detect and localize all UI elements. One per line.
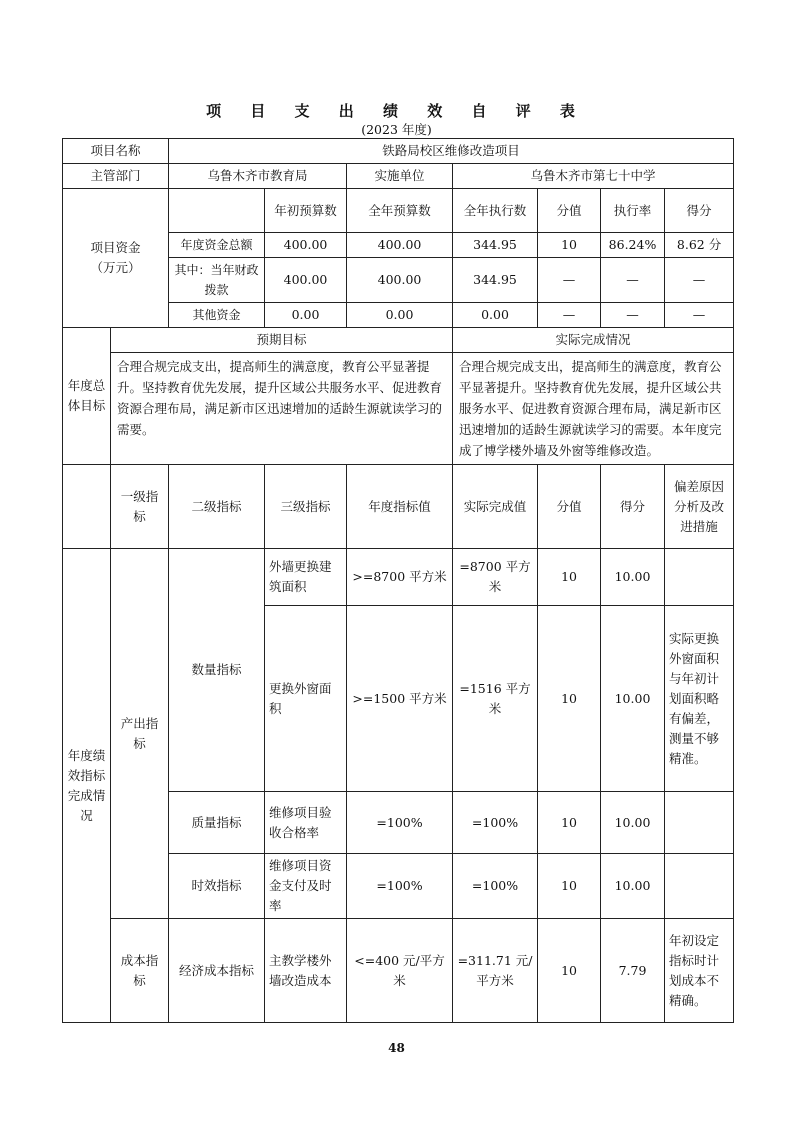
funds-header-row [63, 189, 734, 233]
goals-actual-header: 实际完成情况 [453, 328, 734, 353]
weight-cell: 10 [538, 854, 601, 919]
performance-table [62, 138, 734, 1023]
actual-cell: =1516 平方米 [453, 606, 538, 792]
funds-header-empty [169, 189, 265, 233]
note-cell [665, 854, 734, 919]
note-cell [665, 792, 734, 854]
dept-value: 乌鲁木齐市教育局 [169, 164, 347, 189]
indicators-header-blank [63, 465, 111, 549]
funds-row-executed: 344.95 [453, 233, 538, 258]
actual-cell: =100% [453, 792, 538, 854]
page-number: 48 [388, 1041, 405, 1055]
funds-row-executed: 0.00 [453, 303, 538, 328]
page-title: 项 目 支 出 绩 效 自 评 表 [206, 102, 587, 120]
indicators-header-actual: 实际完成值 [453, 465, 538, 549]
indicators-header-target: 年度指标值 [347, 465, 453, 549]
goals-label: 年度总体目标 [63, 328, 111, 465]
dept-label: 主管部门 [63, 164, 169, 189]
target-cell: >=1500 平方米 [347, 606, 453, 792]
level3-cell: 维修项目验收合格率 [265, 792, 347, 854]
goals-header-row [63, 328, 734, 353]
funds-row-score: — [665, 258, 734, 303]
funds-row-score: — [665, 303, 734, 328]
note-cell: 实际更换外窗面积与年初计划面积略有偏差，测量不够精准。 [665, 606, 734, 792]
score-cell: 10.00 [601, 854, 665, 919]
funds-row-initial: 400.00 [265, 258, 347, 303]
funds-row-weight: — [538, 258, 601, 303]
funds-header-executed: 全年执行数 [453, 189, 538, 233]
impl-value: 乌鲁木齐市第七十中学 [453, 164, 734, 189]
actual-cell: =100% [453, 854, 538, 919]
funds-row-annual: 400.00 [347, 258, 453, 303]
level1-cost: 成本指标 [111, 919, 169, 1023]
funds-row-weight: 10 [538, 233, 601, 258]
impl-label: 实施单位 [347, 164, 453, 189]
funds-header-score: 得分 [665, 189, 734, 233]
funds-row-score: 8.62 分 [665, 233, 734, 258]
funds-row-rate: 86.24% [601, 233, 665, 258]
funds-row-annual: 0.00 [347, 303, 453, 328]
funds-row-weight: — [538, 303, 601, 328]
note-cell [665, 549, 734, 606]
indicator-row [63, 919, 734, 1023]
level3-cell: 外墙更换建筑面积 [265, 549, 347, 606]
indicator-row [63, 549, 734, 606]
score-cell: 10.00 [601, 549, 665, 606]
level3-cell: 主教学楼外墙改造成本 [265, 919, 347, 1023]
department-row [63, 164, 734, 189]
target-cell: >=8700 平方米 [347, 549, 453, 606]
funds-label [63, 189, 169, 328]
actual-cell: =8700 平方米 [453, 549, 538, 606]
target-cell: <=400 元/平方米 [347, 919, 453, 1023]
score-cell: 10.00 [601, 792, 665, 854]
level2-quantity: 数量指标 [169, 549, 265, 792]
funds-header-annual: 全年预算数 [347, 189, 453, 233]
indicators-header-level3: 三级指标 [265, 465, 347, 549]
level2-quality: 质量指标 [169, 792, 265, 854]
weight-cell: 10 [538, 792, 601, 854]
funds-row-executed: 344.95 [453, 258, 538, 303]
level3-cell: 更换外窗面积 [265, 606, 347, 792]
actual-cell: =311.71 元/平方米 [453, 919, 538, 1023]
target-cell: =100% [347, 854, 453, 919]
indicators-header-score: 得分 [601, 465, 665, 549]
goals-expected-text: 合理合规完成支出，提高师生的满意度，教育公平显著提升。坚持教育优先发展，提升区域公共服务水平、促进教育资源合理布局，满足新市区迅速增加的适龄生源就读学习的需要。 [111, 353, 453, 465]
note-cell: 年初设定指标时计划成本不精确。 [665, 919, 734, 1023]
funds-row-rate: — [601, 303, 665, 328]
indicators-section-label: 年度绩效指标完成情况 [63, 549, 111, 1023]
level1-output: 产出指标 [111, 549, 169, 919]
level3-cell: 维修项目资金支付及时率 [265, 854, 347, 919]
level2-economic-cost: 经济成本指标 [169, 919, 265, 1023]
page-subtitle: (2023 年度) [361, 122, 432, 137]
funds-label-text: 项目资金 （万元） [90, 240, 141, 275]
funds-header-weight: 分值 [538, 189, 601, 233]
project-name-label: 项目名称 [63, 139, 169, 164]
funds-row-name: 其他资金 [169, 303, 265, 328]
target-cell: =100% [347, 792, 453, 854]
indicators-header-level2: 二级指标 [169, 465, 265, 549]
funds-row-name: 年度资金总额 [169, 233, 265, 258]
score-cell: 10.00 [601, 606, 665, 792]
score-cell: 7.79 [601, 919, 665, 1023]
project-name-row [63, 139, 734, 164]
indicators-header-weight: 分值 [538, 465, 601, 549]
weight-cell: 10 [538, 919, 601, 1023]
project-name-value: 铁路局校区维修改造项目 [169, 139, 734, 164]
weight-cell: 10 [538, 606, 601, 792]
funds-row-annual: 400.00 [347, 233, 453, 258]
indicators-header-row [63, 465, 734, 549]
goals-expected-header: 预期目标 [111, 328, 453, 353]
weight-cell: 10 [538, 549, 601, 606]
funds-row-initial: 400.00 [265, 233, 347, 258]
indicators-header-level1: 一级指标 [111, 465, 169, 549]
level2-timeliness: 时效指标 [169, 854, 265, 919]
goals-actual-text: 合理合规完成支出，提高师生的满意度，教育公平显著提升。坚持教育优先发展，提升区域公共服务水平、促进教育资源合理布局，满足新市区迅速增加的适龄生源就读学习的需要。本年度完成了博学楼外墙及外窗等维修改造。 [453, 353, 734, 465]
funds-header-rate: 执行率 [601, 189, 665, 233]
goals-text-row [63, 353, 734, 465]
indicators-header-note: 偏差原因分析及改进措施 [665, 465, 734, 549]
funds-row-rate: — [601, 258, 665, 303]
funds-row-initial: 0.00 [265, 303, 347, 328]
funds-row-name: 其中：当年财政拨款 [169, 258, 265, 303]
funds-header-initial: 年初预算数 [265, 189, 347, 233]
